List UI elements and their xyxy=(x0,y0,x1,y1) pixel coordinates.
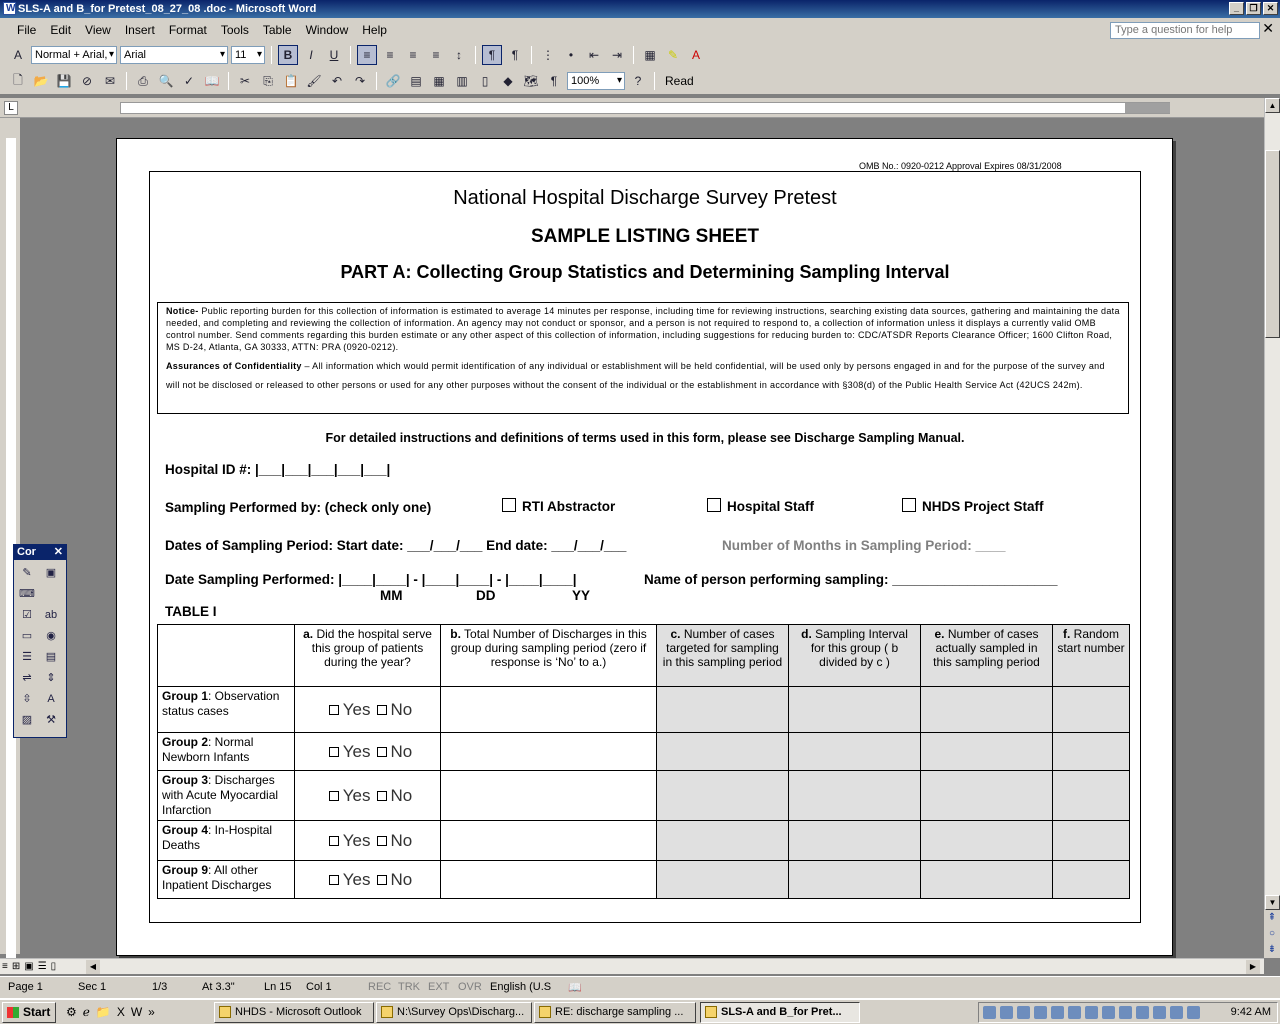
close-button[interactable]: ✕ xyxy=(1263,2,1278,15)
header-e: e. Number of cases actually sampled in this sampling period xyxy=(921,625,1053,687)
window-title: SLS-A and B_for Pretest_08_27_08 .doc - Microsoft Word xyxy=(18,3,317,15)
spelling-status-icon[interactable]: 📖 xyxy=(568,982,582,994)
name-performing[interactable]: Name of person performing sampling: ______________________ xyxy=(644,572,1058,587)
insert-table-icon[interactable]: ▦ xyxy=(433,74,445,88)
header-d: d. Sampling Interval for this group ( b divided by c ) xyxy=(789,625,921,687)
read-button[interactable]: Read xyxy=(665,74,694,88)
excel-icon[interactable]: X xyxy=(116,1005,125,1019)
menu-table[interactable]: Table xyxy=(262,23,292,37)
form-frame xyxy=(149,171,1141,923)
taskbar xyxy=(0,998,1280,1024)
borders-icon[interactable]: ▦ xyxy=(644,48,656,62)
standard-toolbar xyxy=(0,68,1280,94)
discharges-cell[interactable] xyxy=(441,687,657,733)
font-color-icon[interactable]: A xyxy=(691,48,700,62)
line-spacing-icon[interactable]: ↕ xyxy=(456,48,462,62)
show-hide-icon[interactable]: ¶ xyxy=(550,74,558,88)
formatting-toolbar xyxy=(0,42,1280,68)
menu-view[interactable]: View xyxy=(85,23,111,37)
web-view-icon[interactable]: ⊞ xyxy=(11,961,21,972)
part-title: PART A: Collecting Group Statistics and Determining Sampling Interval xyxy=(340,262,950,282)
copy-icon[interactable]: ⎘ xyxy=(263,73,273,88)
close-icon[interactable]: ✕ xyxy=(53,546,63,558)
horizontal-ruler[interactable] xyxy=(0,98,1264,118)
task-word[interactable]: SLS-A and B_for Pret... xyxy=(700,1002,860,1023)
scroll-down-icon[interactable]: ▼ xyxy=(1265,895,1280,910)
scroll-right-icon[interactable]: ▶ xyxy=(1246,960,1260,974)
table-row: Group 2: Normal Newborn Infants Yes No xyxy=(158,733,1130,771)
label-icon[interactable]: A xyxy=(47,692,55,705)
menu-window[interactable]: Window xyxy=(305,23,349,37)
menu-bar xyxy=(0,18,1280,42)
normal-view-icon[interactable]: ≡ xyxy=(2,961,8,972)
align-right-icon[interactable]: ≡ xyxy=(409,48,417,62)
style-select[interactable]: Normal + Arial, ▾ xyxy=(31,46,117,64)
status-position: At 3.3" xyxy=(202,981,235,993)
yes-no-choice[interactable]: Yes No xyxy=(295,821,441,861)
yes-no-choice[interactable]: Yes No xyxy=(295,861,441,899)
sampling-table xyxy=(157,624,1130,899)
bold-button[interactable]: B xyxy=(278,45,298,65)
discharges-cell[interactable] xyxy=(441,733,657,771)
outline-view-icon[interactable]: ☰ xyxy=(37,961,47,972)
properties-icon[interactable]: ▣ xyxy=(45,567,57,579)
survey-title: National Hospital Discharge Survey Pretest xyxy=(453,187,837,209)
rtl-icon[interactable]: ¶ xyxy=(511,48,519,62)
italic-button[interactable]: I xyxy=(309,48,313,62)
print-icon[interactable]: ⎙ xyxy=(138,73,148,88)
bullets-icon[interactable]: • xyxy=(568,48,574,62)
word-icon xyxy=(3,2,16,15)
paste-icon[interactable]: 📋 xyxy=(283,74,299,88)
status-ext[interactable]: EXT xyxy=(428,981,450,993)
status-bar xyxy=(0,976,1280,998)
checkbox-icon[interactable] xyxy=(502,498,516,512)
button-control-icon[interactable]: ▭ xyxy=(21,630,33,642)
toggle-button-icon[interactable]: ⇌ xyxy=(22,672,32,684)
vertical-ruler xyxy=(0,118,20,954)
toolbox-title: Cor xyxy=(17,546,36,558)
columns-icon[interactable]: ▯ xyxy=(481,74,489,88)
browse-object-icons[interactable]: ⇞ ○ ⇟ xyxy=(1264,910,1280,958)
control-toolbox[interactable] xyxy=(13,544,67,738)
status-trk[interactable]: TRK xyxy=(398,981,420,993)
increase-indent-icon[interactable]: ⇥ xyxy=(611,48,623,62)
date-performed[interactable]: Date Sampling Performed: |____|____| - |____|____| - |____|____| xyxy=(165,572,577,587)
instructions-text: For detailed instructions and definitions of terms used in this form, please see Discharge Sampling Manual. xyxy=(325,431,965,445)
task-explorer[interactable]: N:\Survey Ops\Discharg... xyxy=(376,1002,532,1023)
table-label: TABLE I xyxy=(165,604,217,619)
help-icon[interactable]: ? xyxy=(634,74,642,88)
title-bar xyxy=(0,0,1280,18)
undo-icon[interactable]: ↶ xyxy=(331,74,343,88)
vertical-scrollbar[interactable] xyxy=(1264,98,1280,910)
header-b: b. Total Number of Discharges in this group during sampling period (zero if response is ‘No’ to a.) xyxy=(441,625,657,687)
assurance-text: – All information which would permit identification of any individual or establishment will be held confidential, will be used only by persons engaged in and for the purpose of the survey and will not be disclosed or released to other persons or used for any other purposes without the consent of the individual or the establishment in accordance with §308(d) of the Public Health Service Act (42UCS 242m). xyxy=(166,361,1105,390)
print-view-icon[interactable]: ▣ xyxy=(24,961,34,972)
table-row: Group 1: Observation status cases Yes No xyxy=(158,687,1130,733)
document-map-icon[interactable]: 🗺 xyxy=(523,74,539,88)
scroll-left-icon[interactable]: ◀ xyxy=(86,960,100,974)
reading-view-icon[interactable]: ▯ xyxy=(50,961,57,972)
status-column: Col 1 xyxy=(306,981,332,993)
status-page-of: 1/3 xyxy=(152,981,168,993)
underline-button[interactable]: U xyxy=(329,48,339,62)
ie-icon[interactable]: ℯ xyxy=(82,1005,90,1019)
zoom-select[interactable]: 100% ▾ xyxy=(567,72,625,90)
align-left-icon[interactable]: ≡ xyxy=(357,45,377,65)
align-center-icon[interactable]: ≡ xyxy=(386,48,394,62)
drawing-icon[interactable]: ◆ xyxy=(503,74,513,88)
hyperlink-icon[interactable]: 🔗 xyxy=(385,74,401,88)
status-section: Sec 1 xyxy=(78,981,107,993)
system-tray xyxy=(978,1002,1278,1023)
checkbox-control-icon[interactable]: ☑ xyxy=(22,609,32,621)
checkbox-icon[interactable] xyxy=(902,498,916,512)
image-icon[interactable]: ▨ xyxy=(21,714,33,726)
discharges-cell[interactable] xyxy=(441,861,657,899)
option-rti-abstractor[interactable]: RTI Abstractor xyxy=(502,498,615,514)
scroll-bar-icon[interactable]: ⇳ xyxy=(22,693,32,705)
folder-icon[interactable]: 📁 xyxy=(95,1005,111,1019)
header-c: c. Number of cases targeted for sampling in this sampling period xyxy=(657,625,789,687)
assurance-label: Assurances of Confidentiality xyxy=(166,361,302,371)
styles-icon[interactable]: A xyxy=(13,48,22,62)
dates-of-sampling[interactable]: Dates of Sampling Period: Start date: ___/___/___ End date: ___/___/___ xyxy=(165,538,627,553)
spin-button-icon[interactable]: ⇕ xyxy=(46,672,56,684)
horizontal-scrollbar[interactable] xyxy=(0,958,1264,974)
sampling-by-label: Sampling Performed by: (check only one) xyxy=(165,500,432,515)
tab-selector[interactable]: L xyxy=(4,101,18,115)
discharges-cell[interactable] xyxy=(441,821,657,861)
spelling-icon[interactable]: ✓ xyxy=(183,74,195,88)
email-icon[interactable]: ✉ xyxy=(104,74,116,88)
header-a: a. Did the hospital serve this group of patients during the year? xyxy=(295,625,441,687)
save-icon[interactable]: 💾 xyxy=(56,74,72,88)
sheet-title: SAMPLE LISTING SHEET xyxy=(530,226,760,247)
clock: 9:42 AM xyxy=(1230,1006,1271,1018)
scroll-up-icon[interactable]: ▲ xyxy=(1265,98,1280,113)
discharges-cell[interactable] xyxy=(441,771,657,821)
permission-icon[interactable]: ⊘ xyxy=(81,74,93,88)
mm-label: MM xyxy=(380,588,403,603)
dd-label: DD xyxy=(476,588,496,603)
decrease-indent-icon[interactable]: ⇤ xyxy=(588,48,600,62)
table-row: Group 9: All other Inpatient Discharges Yes No xyxy=(158,861,1130,899)
minimize-button[interactable]: _ xyxy=(1229,2,1244,15)
status-language: English (U.S xyxy=(490,981,552,993)
status-page: Page 1 xyxy=(8,981,43,993)
menu-insert[interactable]: Insert xyxy=(124,23,155,37)
document-page[interactable] xyxy=(116,138,1173,956)
more-icon[interactable]: » xyxy=(148,1005,155,1019)
highlight-icon[interactable]: ✎ xyxy=(667,48,679,62)
ltr-icon[interactable]: ¶ xyxy=(482,45,502,65)
design-mode-icon[interactable]: ✎ xyxy=(22,567,32,579)
menu-help[interactable]: Help xyxy=(362,23,387,37)
yes-no-choice[interactable]: Yes No xyxy=(295,687,441,733)
option-nhds-staff[interactable]: NHDS Project Staff xyxy=(902,498,1044,514)
justify-icon[interactable]: ≡ xyxy=(432,48,440,62)
more-controls-icon[interactable]: ⚒ xyxy=(46,714,56,726)
word-icon[interactable]: W xyxy=(130,1005,143,1019)
new-icon[interactable]: 🗋 xyxy=(13,72,23,87)
font-size-select[interactable]: 11 ▾ xyxy=(231,46,265,64)
months-in-period[interactable]: Number of Months in Sampling Period: ____ xyxy=(722,538,1006,553)
view-code-icon[interactable]: ⌨ xyxy=(19,588,35,600)
research-icon[interactable]: 📖 xyxy=(204,74,220,88)
redo-icon[interactable]: ↷ xyxy=(354,74,366,88)
menu-file[interactable]: File xyxy=(17,23,37,37)
help-search-input[interactable]: Type a question for help xyxy=(1110,22,1260,39)
insert-excel-icon[interactable]: ▥ xyxy=(456,74,468,88)
cut-icon[interactable]: ✂ xyxy=(239,74,251,88)
option-hospital-staff[interactable]: Hospital Staff xyxy=(707,498,814,514)
table-row: Group 3: Discharges with Acute Myocardial Infarction Yes No xyxy=(158,771,1130,821)
hospital-id-field[interactable]: Hospital ID #: |___|___|___|___|___| xyxy=(165,462,391,477)
combo-box-icon[interactable]: ▤ xyxy=(45,651,57,663)
notice-label: Notice- xyxy=(166,306,199,316)
textbox-control-icon[interactable]: ab xyxy=(44,608,58,621)
status-ovr[interactable]: OVR xyxy=(458,981,482,993)
tables-borders-icon[interactable]: ▤ xyxy=(410,74,422,88)
list-box-icon[interactable]: ☰ xyxy=(22,651,32,663)
task-outlook[interactable]: NHDS - Microsoft Outlook xyxy=(214,1002,374,1023)
start-button[interactable]: Start xyxy=(2,1002,56,1023)
menu-tools[interactable]: Tools xyxy=(220,23,249,37)
quicklaunch-icon[interactable]: ⚙ xyxy=(66,1005,77,1019)
option-button-icon[interactable]: ◉ xyxy=(46,630,56,642)
restore-button[interactable]: ❐ xyxy=(1246,2,1261,15)
print-preview-icon[interactable]: 🔍 xyxy=(158,74,174,88)
scroll-thumb[interactable] xyxy=(1265,150,1280,338)
menu-edit[interactable]: Edit xyxy=(50,23,72,37)
status-line: Ln 15 xyxy=(264,981,292,993)
open-icon[interactable]: 📂 xyxy=(33,74,49,88)
task-email[interactable]: RE: discharge sampling ... xyxy=(534,1002,696,1023)
format-painter-icon[interactable]: 🖌 xyxy=(306,74,322,88)
yes-no-choice[interactable]: Yes No xyxy=(295,733,441,771)
header-f: f. Random start number xyxy=(1053,625,1130,687)
font-select[interactable]: Arial ▾ xyxy=(120,46,228,64)
yes-no-choice[interactable]: Yes No xyxy=(295,771,441,821)
status-rec[interactable]: REC xyxy=(368,981,392,993)
menu-format[interactable]: Format xyxy=(168,23,207,37)
close-document-icon[interactable]: ✕ xyxy=(1262,20,1274,36)
checkbox-icon[interactable] xyxy=(707,498,721,512)
yy-label: YY xyxy=(572,588,591,603)
notice-box xyxy=(157,302,1129,414)
table-row: Group 4: In-Hospital Deaths Yes No xyxy=(158,821,1130,861)
notice-text: Public reporting burden for this collection of information is estimated to average 14 minutes per response, including time for reviewing instructions, searching existing data sources, gathering and maintaining the data needed, and completing and reviewing the collection of information. An agency may not conduct or sponsor, and a person is not required to respond to, a collection of information unless it displays a currently valid OMB control number. Send comments regarding this burden estimate or any other aspect of this collection of information, including suggestions for reducing burden to: CDC/ATSDR Reports Clearance Officer; 1600 Clifton Road, MS D-24, Atlanta, GA 30333, ATTN: PRA (0920-0212). xyxy=(166,306,1120,352)
numbering-icon[interactable]: ⋮ xyxy=(542,48,554,62)
omb-number: OMB No.: 0920-0212 Approval Expires 08/31/2008 xyxy=(859,161,1062,171)
